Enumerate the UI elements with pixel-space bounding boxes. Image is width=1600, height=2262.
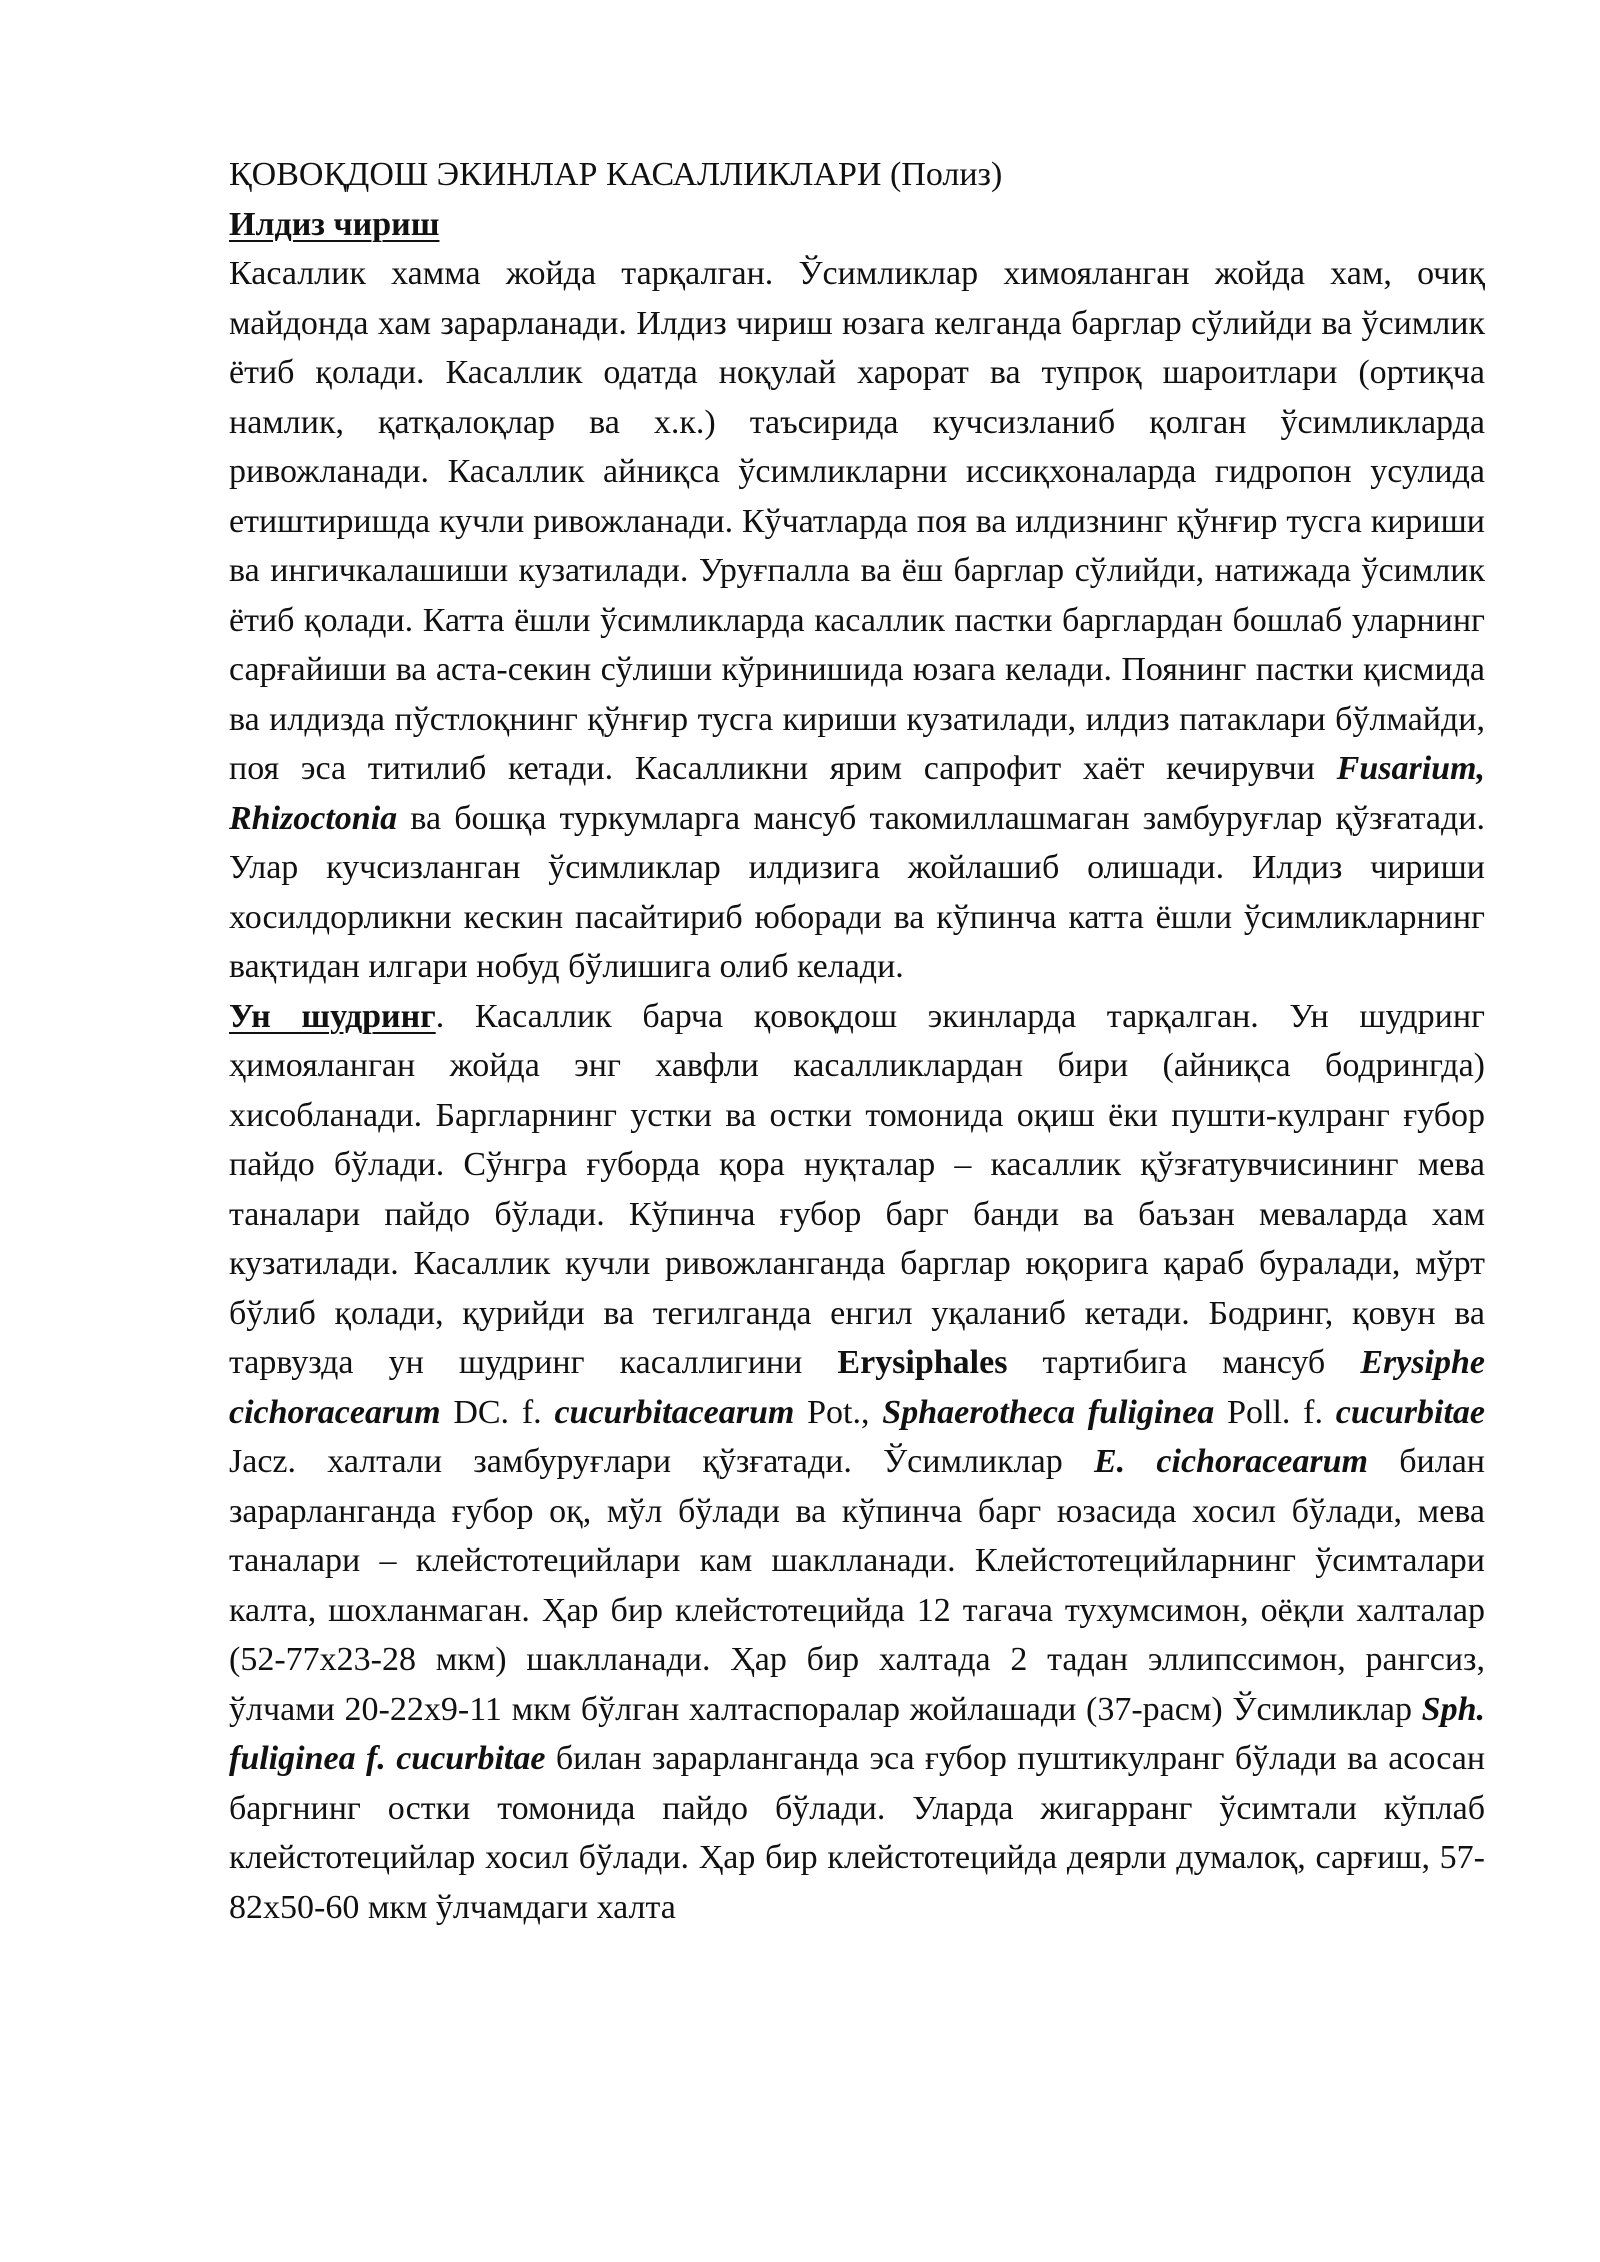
pm-species-2: Sphaerotheca fuliginea: [882, 1393, 1215, 1431]
pm-form-1: cucurbitacearum: [554, 1393, 795, 1431]
document-page: [229, 150, 1485, 1932]
root-rot-paragraph: [229, 249, 1485, 992]
pm-text-1: . Касаллик барча қовоқдош экинларда тарқалган. Ун шудринг ҳимояланган жойда энг хавфли касалликлардан бири (айниқса бодрингда) хисобланади. Баргларнинг устки ва остки томонида оқиш ёки пушти-кулранг ғубор пайдо бўлади. Сўнгра ғуборда қора нуқталар – касаллик қўзғатувчисининг мева таналари пайдо бўлади. Кўпинча ғубор барг банди ва баъзан меваларда хам кузатилади. Касаллик кучли ривожланганда барглар юқорига қараб буралади, мўрт бўлиб қолади, қурийди ва тегилганда енгил уқаланиб кетади. Бодринг, қовун ва тарвузда ун шудринг касаллигини: [229, 997, 1486, 1381]
pm-text-3: DC. f.: [440, 1393, 555, 1431]
pm-species-2-short: Sph. fuliginea f. cucurbitae: [229, 1690, 1485, 1777]
document-title: ҚОВОҚДОШ ЭКИНЛАР КАСАЛЛИКЛАРИ (Полиз): [229, 156, 1003, 193]
pm-species-1: Erysiphe cichoracearum: [229, 1344, 1486, 1431]
pm-text-4: Pot.,: [794, 1393, 883, 1431]
section-heading-root-rot: [229, 200, 1485, 250]
powdery-mildew-paragraph: [229, 992, 1485, 1933]
pm-order: Erysiphales: [837, 1344, 1008, 1381]
pm-text-5: Poll. f.: [1214, 1393, 1336, 1431]
pm-species-1-short: E. cichoracearum: [1093, 1443, 1368, 1480]
pm-text-7: билан зарарланганда ғубор оқ, мўл бўлади ва кўпинча барг юзасида хосил бўлади, мева таналари – клейстотецийлари кам шаклланади. Клейстотецийларнинг ўсимталари калта, шохланмаган. Ҳар бир клейстотецийда 12 тагача тухумсимон, оёқли халталар (52-77x23-28 мкм) шаклланади. Ҳар бир халтада 2 тадан эллипссимон, рангсиз, ўлчами 20-22x9-11 мкм бўлган халтаспоралар жойлашади (37-расм) Ўсимликлар: [229, 1443, 1486, 1728]
root-rot-heading: Илдиз чириш: [229, 205, 440, 243]
pm-text-6: Jacz. халтали замбуруғлари қўзғатади. Ўсимликлар: [229, 1443, 1094, 1480]
root-rot-text-1: Касаллик хамма жойда тарқалган. Ўсимликлар химояланган жойда хам, очиқ майдонда хам зарарланади. Илдиз чириш юзага келганда барглар сўлийди ва ўсимлик ётиб қолади. Касаллик одатда ноқулай харорат ва тупроқ шароитлари (ортиқча намлик, қатқалоқлар ва х.к.) таъсирида кучсизланиб қолган ўсимликларда ривожланади. Касаллик айниқса ўсимликларни иссиқхоналарда гидропон усулида етиштиришда кучли ривожланади. Кўчатларда поя ва илдизнинг қўнғир тусга кириши ва ингичкалашиши кузатилади. Уруғпалла ва ёш барглар сўлийди, натижада ўсимлик ётиб қолади. Катта ёшли ўсимликларда касаллик пастки барглардан бошлаб уларнинг сарғайиши ва аста-секин сўлиши кўринишида юзага келади. Поянинг пастки қисмида ва илдизда пўстлоқнинг қўнғир тусга кириши кузатилади, илдиз патаклари бўлмайди, поя эса титилиб кетади. Касалликни ярим сапрофит хаёт кечирувчи: [229, 255, 1485, 787]
pm-form-2: cucurbitae: [1335, 1393, 1485, 1431]
powdery-mildew-heading: Ун шудринг: [229, 997, 436, 1035]
pm-text-2: тартибига мансуб: [1007, 1344, 1361, 1381]
root-rot-text-2: ва бошқа туркумларга мансуб такомиллашмаган замбуруғлар қўзғатади. Улар кучсизланган ўсимликлар илдизига жойлашиб олишади. Илдиз чириши хосилдорликни кескин пасайтириб юборади ва кўпинча катта ёшли ўсимликларнинг вақтидан илгари нобуд бўлишига олиб келади.: [229, 799, 1485, 985]
pm-text-8: билан зарарланганда эса ғубор пуштикулранг бўлади ва асосан баргнинг остки томонида пайдо бўлади. Уларда жигарранг ўсимтали кўплаб клейстотецийлар хосил бўлади. Ҳар бир клейстотецийда деярли думалоқ, сарғиш, 57-82x50-60 мкм ўлчамдаги халта: [229, 1740, 1486, 1926]
root-rot-pathogens: Fusarium, Rhizoctonia: [229, 750, 1485, 837]
